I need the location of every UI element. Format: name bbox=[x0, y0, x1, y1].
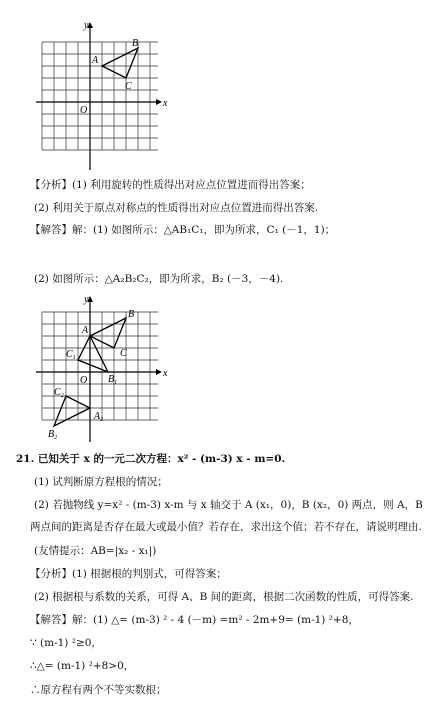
fig2-label-c2: $C_2$ bbox=[54, 387, 64, 399]
q21-analysis-2: (2) 根据根与系数的关系，可得 A、B 间的距离，根据二次函数的性质，可得答案. bbox=[34, 591, 414, 603]
q21-solution-4: ∴原方程有两个不等实数根； bbox=[30, 684, 167, 696]
question-21-part-1: (1) 试判断原方程根的情况； bbox=[34, 476, 168, 488]
q21-solution-1: 【解答】解：(1) △= (m-3) ² - 4 (－m) =m² - 2m+9= (m-1) ²+8， bbox=[30, 614, 359, 626]
fig2-label-a2: $A_2$ bbox=[94, 411, 104, 423]
fig2-label-c: C bbox=[120, 348, 127, 359]
question-21-hint: (友情提示：AB=|x₂ - x₁|) bbox=[34, 545, 157, 557]
fig1-origin-label: O bbox=[80, 105, 88, 116]
fig2-label-b2: $B_2$ bbox=[48, 429, 58, 441]
fig2-y-label: y bbox=[84, 294, 89, 305]
figure-2-grid bbox=[36, 292, 180, 442]
question-21-part-2a: (2) 若抛物线 y=x² - (m-3) x-m 与 x 轴交于 A (x₁，0)，B (x₂，0) 两点，则 A，B bbox=[34, 499, 423, 511]
q21-solution-2: ∵ (m-1) ²≥0， bbox=[30, 637, 102, 649]
fig2-label-c1: $C_1$ bbox=[66, 349, 76, 361]
analysis-line-1: 【分析】(1) 利用旋转的性质得出对应点位置进而得出答案； bbox=[30, 179, 311, 191]
fig2-x-label: x bbox=[163, 368, 168, 379]
q21-analysis-1: 【分析】(1) 根据根的判别式，可得答案； bbox=[30, 568, 227, 580]
fig1-label-a: A bbox=[92, 55, 99, 66]
figure-1-grid bbox=[36, 18, 176, 170]
question-21-part-2b: 两点间的距离是否存在最大或最小值？若存在，求出这个值；若不存在，请说明理由. bbox=[30, 521, 422, 533]
fig2-origin-label: O bbox=[80, 375, 88, 386]
fig1-label-c: C bbox=[125, 81, 132, 92]
q21-solution-3: ∴△= (m-1) ²+8>0， bbox=[30, 660, 135, 672]
question-21-title: 21. 已知关于 x 的一元二次方程：x² - (m-3) x - m=0. bbox=[16, 453, 286, 465]
fig1-y-label: y bbox=[84, 20, 89, 31]
fig1-label-b: B bbox=[132, 38, 139, 49]
fig2-label-b1: $B_1$ bbox=[108, 374, 118, 386]
solution-line-1: 【解答】解：(1) 如图所示：△AB₁C₁，即为所求，C₁ (－1，1)； bbox=[30, 224, 336, 236]
fig1-x-label: x bbox=[163, 98, 168, 109]
fig2-label-a: A bbox=[82, 325, 89, 336]
solution-line-2: (2) 如图所示：△A₂B₂C₂，即为所求，B₂ (－3，－4). bbox=[34, 273, 284, 285]
fig2-label-b: B bbox=[128, 309, 135, 320]
analysis-line-2: (2) 利用关于原点对称点的性质得出对应点位置进而得出答案. bbox=[34, 202, 319, 214]
